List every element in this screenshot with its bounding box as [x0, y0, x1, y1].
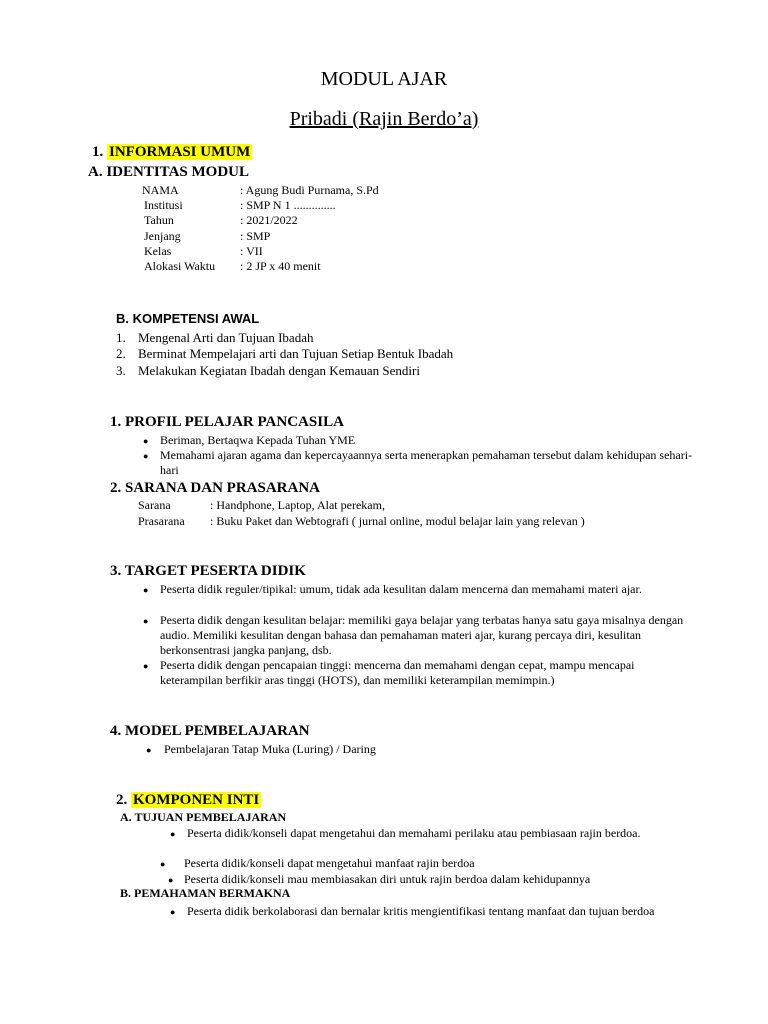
document-subtitle: Pribadi (Rajin Berdo’a): [289, 108, 479, 130]
sarana-value: : Handphone, Laptop, Alat perekam,: [210, 498, 385, 512]
list-item: Memahami ajaran agama dan kepercayaannya serta menerapkan pemahaman tersebut dalam kehidupan sehari-hari: [160, 448, 693, 477]
sarana-key: Sarana: [138, 498, 171, 512]
list-item: Pembelajaran Tatap Muka (Luring) / Daring: [164, 742, 376, 756]
bullet-icon: ●: [143, 585, 149, 595]
identitas-heading: A. IDENTITAS MODUL: [88, 164, 249, 180]
identitas-key: Institusi: [144, 198, 183, 212]
list-item: Mengenal Arti dan Tujuan Ibadah: [138, 330, 314, 345]
kompetensi-heading: B. KOMPETENSI AWAL: [116, 311, 260, 326]
section-number: 1.: [92, 144, 104, 160]
list-item: Beriman, Bertaqwa Kepada Tuhan YME: [160, 433, 356, 447]
bullet-icon: ●: [143, 616, 149, 626]
identitas-key: Jenjang: [144, 229, 181, 243]
identitas-value: : 2 JP x 40 menit: [240, 259, 321, 273]
section-informasi-umum: [92, 144, 252, 161]
bullet-icon: ●: [143, 661, 149, 671]
sarana-key: Prasarana: [138, 514, 185, 528]
list-item: Berminat Mempelajari arti dan Tujuan Setiap Bentuk Ibadah: [138, 346, 454, 361]
section-number: 2.: [116, 792, 128, 808]
list-item: Peserta didik/konseli dapat mengetahui dan memahami perilaku atau pembiasaan rajin berdoa.: [187, 826, 641, 840]
identitas-value: : SMP: [240, 229, 271, 243]
identitas-key: Kelas: [144, 244, 172, 258]
list-item: Peserta didik dengan kesulitan belajar: memiliki gaya belajar yang terbatas hanya satu gaya misalnya dengan audio. Memiliki kesulitan dengan bahasa dan pemahaman materi ajar, kurang percaya diri, kesulitan berkonsentrasi jangka panjang, dsb.: [160, 613, 684, 657]
bullet-icon: ●: [170, 907, 176, 917]
identitas-value: : VII: [240, 244, 263, 258]
bullet-icon: ●: [143, 436, 149, 446]
model-heading: 4. MODEL PEMBELAJARAN: [110, 723, 310, 739]
profil-heading: 1. PROFIL PELAJAR PANCASILA: [110, 414, 344, 430]
list-item: Peserta didik dengan pencapaian tinggi: mencerna dan memahami dengan cepat, mampu mencapai keterampilan berfikir aras tinggi (HOTS), dan memiliki keterampilan memimpin.): [160, 658, 635, 687]
list-item: Peserta didik/konseli mau membiasakan diri untuk rajin berdoa dalam kehidupannya: [184, 872, 591, 886]
bullet-icon: ●: [143, 451, 149, 461]
target-heading: 3. TARGET PESERTA DIDIK: [110, 563, 306, 579]
pemahaman-heading: B. PEMAHAMAN BERMAKNA: [120, 886, 291, 900]
list-number: 3.: [116, 363, 126, 378]
identitas-value: : SMP N 1 ..............: [240, 198, 336, 212]
section-komponen-inti: [116, 792, 261, 809]
list-item: Peserta didik berkolaborasi dan bernalar kritis mengientifikasi tentang manfaat dan tujuan berdoa: [187, 904, 655, 918]
list-item: Peserta didik/konseli dapat mengetahui manfaat rajin berdoa: [184, 856, 475, 870]
section-label-highlighted: KOMPONEN INTI: [133, 792, 260, 808]
tujuan-heading: A. TUJUAN PEMBELAJARAN: [120, 810, 287, 824]
identitas-value: : 2021/2022: [240, 213, 298, 227]
identitas-value: : Agung Budi Purnama, S.Pd: [240, 183, 379, 197]
sarana-value: : Buku Paket dan Webtografi ( jurnal online, modul belajar lain yang relevan ): [210, 514, 585, 528]
bullet-icon: ●: [160, 859, 166, 869]
bullet-icon: ●: [170, 829, 176, 839]
sarana-heading: 2. SARANA DAN PRASARANA: [110, 480, 321, 496]
identitas-key: Alokasi Waktu: [144, 259, 216, 273]
list-item: Melakukan Kegiatan Ibadah dengan Kemauan Sendiri: [138, 363, 420, 378]
identitas-key: NAMA: [142, 183, 179, 197]
list-number: 1.: [116, 330, 126, 345]
section-label-highlighted: INFORMASI UMUM: [109, 144, 251, 160]
bullet-icon: ●: [168, 875, 174, 885]
list-item: Peserta didik reguler/tipikal: umum, tidak ada kesulitan dalam mencerna dan memahami materi ajar.: [160, 582, 642, 596]
bullet-icon: ●: [146, 745, 152, 755]
document-title: MODUL AJAR: [320, 68, 448, 90]
list-number: 2.: [116, 346, 126, 361]
identitas-key: Tahun: [144, 213, 174, 227]
